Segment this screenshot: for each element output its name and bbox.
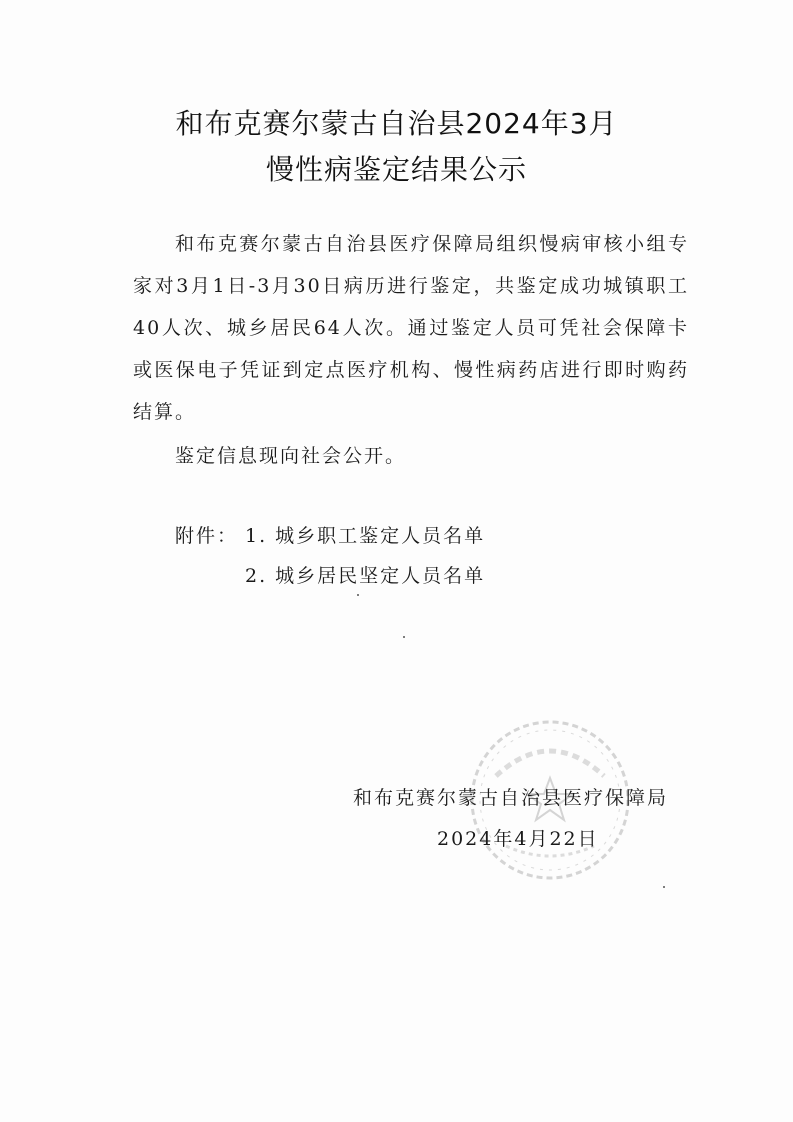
scan-speck: [357, 594, 359, 596]
attachment-item: 2. 城乡居民坚定人员名单: [245, 565, 486, 587]
body-paragraph-1: 和布克赛尔蒙古自治县医疗保障局组织慢病审核小组专家对3月1日-3月30日病历进行鉴定，共鉴定成功城镇职工40人次、城乡居民64人次。通过鉴定人员可凭社会保障卡或医保电子凭证到定点医疗机构、慢性病药店进行即时购药结算。: [133, 233, 689, 423]
attachment-item: 1. 城乡职工鉴定人员名单: [245, 525, 486, 547]
attachments-label: 附件：: [175, 525, 239, 547]
signature-date: 2024年4月22日: [437, 828, 599, 850]
document-title-line2: 慢性病鉴定结果公示: [265, 153, 527, 186]
scan-speck: [403, 636, 405, 638]
scan-speck: [663, 886, 665, 888]
body-paragraph-2: 鉴定信息现向社会公开。: [175, 445, 407, 467]
document-title-line1: 和布克赛尔蒙古自治县2024年3月: [175, 107, 618, 140]
signature-organization: 和布克赛尔蒙古自治县医疗保障局: [353, 787, 669, 809]
